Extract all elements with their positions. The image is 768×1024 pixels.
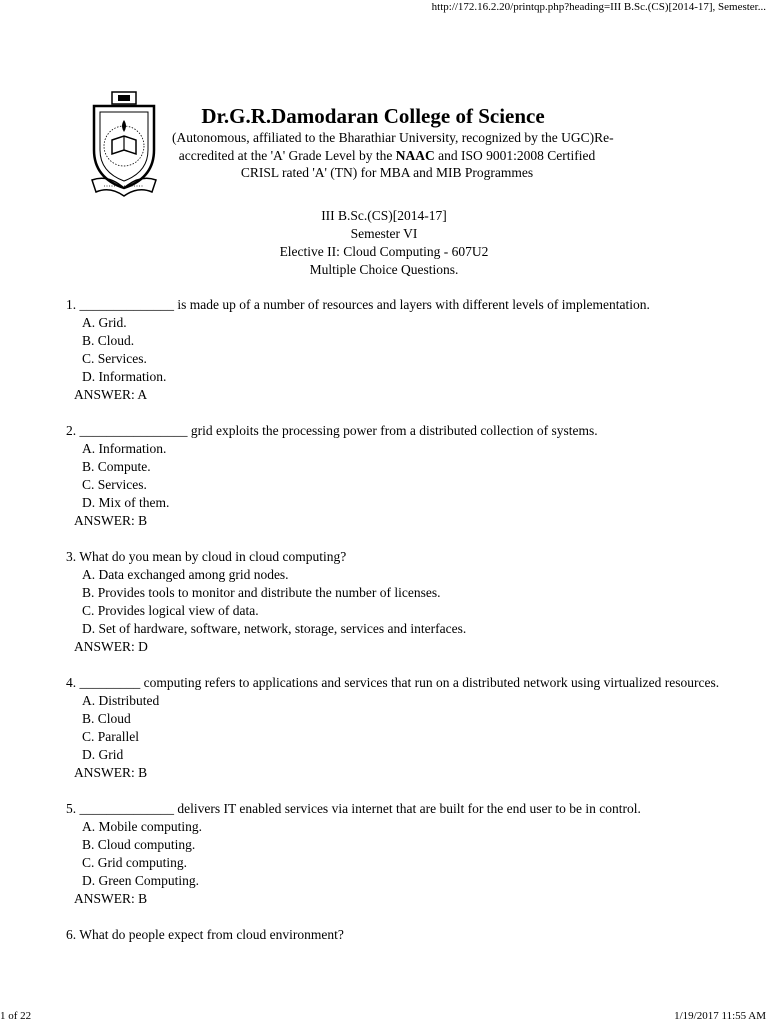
accreditation-line-2-pre: accredited at the 'A' Grade Level by the bbox=[178, 147, 396, 163]
subject-label: Elective II: Cloud Computing - 607U2 bbox=[279, 244, 489, 259]
college-name: Dr.G.R.Damodaran College of Science bbox=[201, 104, 545, 128]
correct-answer: ANSWER: B bbox=[74, 765, 148, 780]
accreditation-line-3: CRISL rated 'A' (TN) for MBA and MIB Programmes bbox=[240, 165, 534, 180]
question-text: 1. ______________ is made up of a number of resources and layers with different levels of implementation. bbox=[66, 297, 650, 312]
answer-option: B. Cloud computing. bbox=[82, 837, 196, 852]
question-item bbox=[66, 674, 746, 782]
answer-option: D. Green Computing. bbox=[82, 873, 199, 888]
answer-option: D. Grid bbox=[82, 747, 124, 762]
answer-option: C. Grid computing. bbox=[82, 855, 187, 870]
question-text: 2. ________________ grid exploits the processing power from a distributed collection of systems. bbox=[66, 423, 598, 438]
answer-option: C. Services. bbox=[82, 351, 147, 366]
question-text: 3. What do you mean by cloud in cloud computing? bbox=[66, 549, 347, 564]
print-datetime: 1/19/2017 11:55 AM bbox=[674, 1010, 766, 1022]
answer-option: A. Grid. bbox=[82, 315, 127, 330]
answer-option: C. Services. bbox=[82, 477, 147, 492]
answer-option: B. Cloud. bbox=[82, 333, 135, 348]
answer-option: C. Parallel bbox=[82, 729, 139, 744]
course-info bbox=[200, 207, 568, 279]
accreditation-line-2 bbox=[172, 147, 602, 165]
correct-answer: ANSWER: B bbox=[74, 891, 148, 906]
program-label: III B.Sc.(CS)[2014-17] bbox=[321, 208, 447, 223]
question-item bbox=[66, 926, 746, 944]
naac-label: NAAC bbox=[395, 147, 435, 163]
accreditation-text bbox=[172, 129, 614, 182]
answer-option: A. Information. bbox=[82, 441, 167, 456]
question-text: 6. What do people expect from cloud environment? bbox=[66, 927, 344, 942]
correct-answer: ANSWER: A bbox=[74, 387, 148, 402]
question-item bbox=[66, 800, 746, 908]
question-item bbox=[66, 296, 746, 404]
answer-option: A. Distributed bbox=[82, 693, 160, 708]
answer-option: D. Mix of them. bbox=[82, 495, 170, 510]
answer-option: C. Provides logical view of data. bbox=[82, 603, 259, 618]
answer-option: D. Set of hardware, software, network, storage, services and interfaces. bbox=[82, 621, 467, 636]
question-text: 5. ______________ delivers IT enabled services via internet that are built for the end user to be in control. bbox=[66, 801, 641, 816]
print-header-url: http://172.16.2.20/printqp.php?heading=III B.Sc.(CS)[2014-17], Semester... bbox=[431, 1, 766, 13]
exam-type-label: Multiple Choice Questions. bbox=[309, 262, 459, 277]
college-crest-icon bbox=[88, 88, 160, 200]
accreditation-line-1: (Autonomous, affiliated to the Bharathiar University, recognized by the UGC)Re- bbox=[172, 130, 614, 145]
correct-answer: ANSWER: B bbox=[74, 513, 148, 528]
question-item bbox=[66, 422, 746, 530]
question-list bbox=[66, 296, 746, 962]
correct-answer: ANSWER: D bbox=[74, 639, 148, 654]
question-item bbox=[66, 548, 746, 656]
answer-option: D. Information. bbox=[82, 369, 167, 384]
answer-option: A. Mobile computing. bbox=[82, 819, 202, 834]
answer-option: B. Provides tools to monitor and distribute the number of licenses. bbox=[82, 585, 441, 600]
page-indicator: 1 of 22 bbox=[0, 1010, 32, 1022]
semester-label: Semester VI bbox=[350, 226, 418, 241]
accreditation-line-2-post: and ISO 9001:2008 Certified bbox=[434, 147, 596, 163]
answer-option: B. Cloud bbox=[82, 711, 131, 726]
answer-option: A. Data exchanged among grid nodes. bbox=[82, 567, 289, 582]
question-text: 4. _________ computing refers to applications and services that run on a distributed network using virtualized resources. bbox=[66, 675, 720, 690]
answer-option: B. Compute. bbox=[82, 459, 151, 474]
